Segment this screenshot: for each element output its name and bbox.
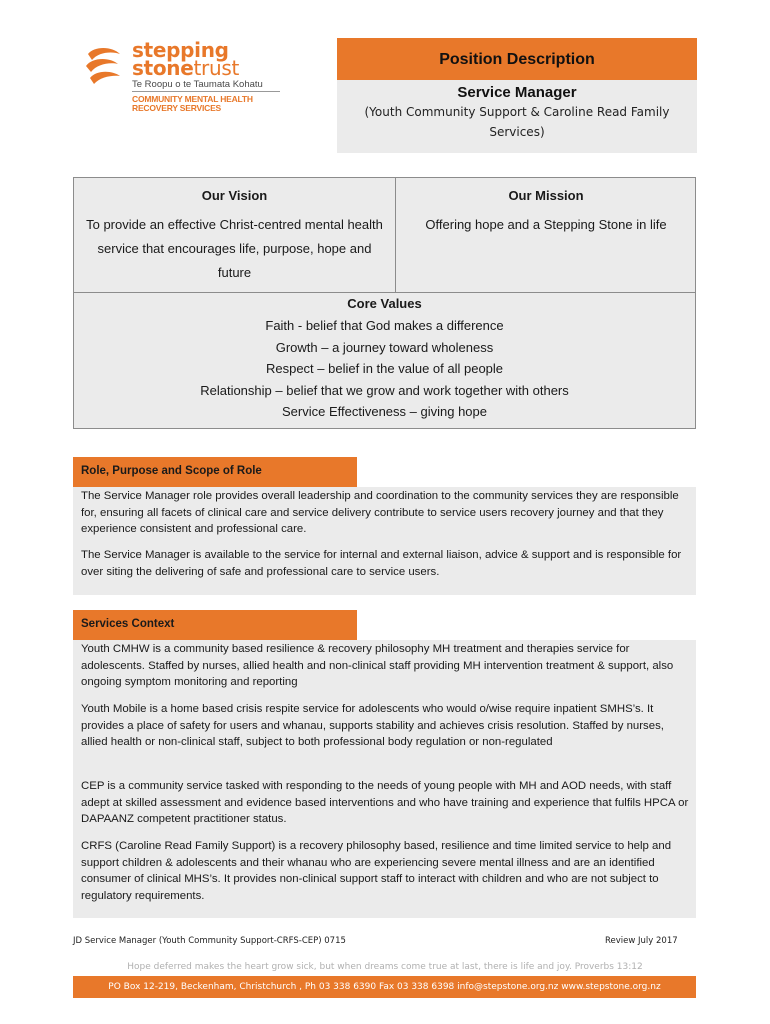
service-manager-title: Service Manager xyxy=(457,84,577,101)
logo-tagline-1: COMMUNITY MENTAL HEALTH xyxy=(132,94,253,104)
logo-divider xyxy=(132,91,280,92)
logo-tagline-2: RECOVERY SERVICES xyxy=(132,103,222,113)
core-value-item: Relationship – belief that we grow and work together with others xyxy=(200,382,569,398)
core-values-list xyxy=(74,315,695,423)
context-paragraph: CRFS (Caroline Read Family Support) is a recovery philosophy based, resilience and time limited service to help and support children & adolescents and their whanau who are experiencing severe mental illness and are an identified consumer of clinical MHS’s. It provides non-clinical support staff to interact with children and who are not subject to regulatory requirements. xyxy=(81,840,672,902)
role-section-body xyxy=(73,487,696,595)
core-value-item: Growth – a journey toward wholeness xyxy=(275,339,494,355)
context-paragraph: Youth Mobile is a home based crisis respite service for adolescents who would o/wise require inpatient SMHS’s. It provides a place of safety for users and whanau, supports stability and achieves crisis resolution. Staffed by nurses, allied health or non-clinical staff, subject to both professional body regulation or non-regulated xyxy=(81,703,664,749)
document-reference: JD Service Manager (Youth Community Support-CRFS-CEP) 0715 xyxy=(73,936,346,946)
core-value-item: Service Effectiveness – giving hope xyxy=(282,404,487,420)
mission-text: Offering hope and a Stepping Stone in life xyxy=(425,217,667,232)
mission-heading: Our Mission xyxy=(508,188,584,203)
vision-heading: Our Vision xyxy=(201,188,268,203)
vision-mission-table xyxy=(73,177,696,429)
logo-maori-name: Te Roopu o te Taumata Kohatu xyxy=(132,79,263,90)
services-context-tab xyxy=(73,610,357,640)
logo-mark-icon xyxy=(82,44,126,90)
logo-word-stone-trust xyxy=(132,58,239,78)
header-box xyxy=(337,38,697,153)
position-description-title: Position Description xyxy=(439,51,595,68)
footer-proverb: Hope deferred makes the heart grow sick, but when dreams come true at last, there is life and joy. Proverbs 13:12 xyxy=(127,962,643,972)
role-paragraph: The Service Manager role provides overall leadership and coordination to the community services they are responsible for, ensuring all facets of clinical care and service delivery contribute to service users recovery journey and that they experience consistent and professional care. xyxy=(81,490,679,536)
vision-text: To provide an effective Christ-centred mental health service that encourages life, purpose, hope and future xyxy=(86,217,383,280)
logo-word-stone: stone xyxy=(132,56,194,80)
address-bar xyxy=(73,976,696,998)
table-divider-horizontal xyxy=(74,292,695,293)
logo-word-trust: trust xyxy=(193,56,240,80)
services-context-body xyxy=(73,640,696,918)
core-value-item: Faith - belief that God makes a difference xyxy=(265,318,504,333)
context-paragraph: Youth CMHW is a community based resilience & recovery philosophy MH treatment and therapies service for adolescents. Staffed by nurses, allied health and non-clinical staff providing MH intervention treatment & support, also ongoing symptom monitoring and reporting xyxy=(81,643,674,689)
role-section-heading: Role, Purpose and Scope of Role xyxy=(81,465,262,477)
services-context-heading: Services Context xyxy=(81,618,175,630)
role-paragraph: The Service Manager is available to the service for internal and external liaison, advice & support and is responsible for over siting the delivering of safe and professional care to service users. xyxy=(81,549,682,578)
core-value-item: Respect – belief in the value of all people xyxy=(265,361,504,377)
contact-address: PO Box 12-219, Beckenham, Christchurch , Ph 03 338 6390 Fax 03 338 6398 info@stepstone.org.nz www.stepstone.org.nz xyxy=(108,982,661,992)
review-date: Review July 2017 xyxy=(605,936,678,946)
logo-word-stepping: stepping xyxy=(132,38,229,62)
core-values-heading: Core Values xyxy=(347,296,422,311)
role-section-tab xyxy=(73,457,357,487)
service-subtitle: (Youth Community Support & Caroline Read Family Services) xyxy=(364,105,670,139)
stepping-stone-trust-logo xyxy=(82,40,292,120)
context-paragraph: CEP is a community service tasked with responding to the needs of young people with MH and AOD needs, with staff adept at skilled assessment and evidence based interventions and who have training and experience that fulfils HPCA or DAPAANZ competent practitioner status. xyxy=(81,780,689,826)
